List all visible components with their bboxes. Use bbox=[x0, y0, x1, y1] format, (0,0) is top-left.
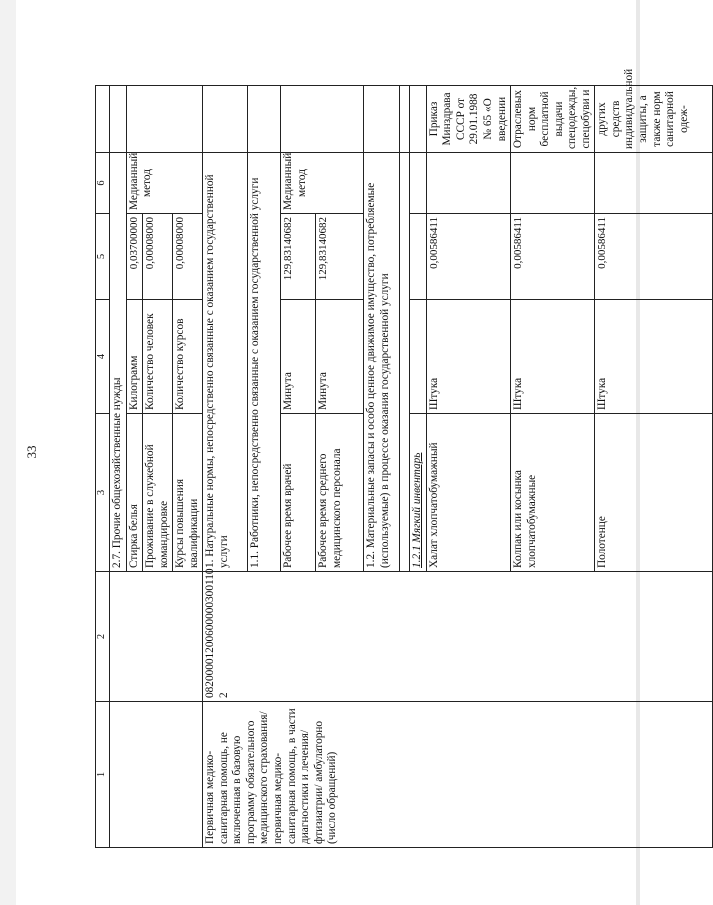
row-value: 0,00586411 bbox=[511, 214, 595, 300]
section-heading-workers: 1.1. Работники, непосредственно связанные с оказанием государственной услуги bbox=[248, 153, 281, 572]
row-unit: Штука bbox=[595, 300, 713, 414]
col-header-2: 2 bbox=[96, 572, 110, 702]
table-row bbox=[110, 86, 127, 848]
spacer-row bbox=[400, 153, 410, 572]
col-header-4: 4 bbox=[96, 300, 110, 414]
row-name: Колпак или косынка хлопчатобумажные bbox=[511, 414, 595, 572]
row-method bbox=[426, 153, 510, 214]
page-number: 33 bbox=[24, 445, 39, 459]
extra-cell bbox=[248, 86, 281, 153]
row-note: других средств индивидуальной защиты, а также норм санитарной одеж- bbox=[595, 86, 713, 153]
row-value: 0,00008000 bbox=[143, 214, 173, 300]
empty-cell bbox=[410, 214, 427, 300]
col-header-extra bbox=[96, 86, 110, 153]
row-name: Проживание в служебной командировке bbox=[143, 414, 173, 572]
row-method bbox=[511, 153, 595, 214]
row-value: 0,03700000 bbox=[126, 214, 143, 300]
col-header-5: 5 bbox=[96, 214, 110, 300]
row-value: 0,00008000 bbox=[173, 214, 203, 300]
row-note: Отраслевых норм бесплатной выдачи спецодежды, спецобуви и bbox=[511, 86, 595, 153]
row-name: Стирка белья bbox=[126, 414, 143, 572]
row-unit: Минута bbox=[316, 300, 364, 414]
extra-cell bbox=[281, 86, 364, 153]
row-unit: Килограмм bbox=[126, 300, 143, 414]
row-unit: Количество курсов bbox=[173, 300, 203, 414]
row-name: Рабочее время врачей bbox=[281, 414, 316, 572]
row-method: Медианный метод bbox=[281, 153, 364, 214]
col-header-3: 3 bbox=[96, 414, 110, 572]
section-heading-soft: 1.2.1 Мягкий инвентарь bbox=[410, 414, 427, 572]
section-heading-materials: 1.2. Материальные запасы и особо ценное движимое имущество, потребляемые (используемые) в процессе оказания государственной услуги bbox=[364, 153, 400, 572]
rotated-table-container bbox=[95, 68, 690, 848]
row-name: Курсы повышения квалификации bbox=[173, 414, 203, 572]
row-unit: Штука bbox=[426, 300, 510, 414]
empty-cell bbox=[410, 300, 427, 414]
row-name: Полотенце bbox=[595, 414, 713, 572]
norms-table bbox=[95, 68, 713, 848]
table-row bbox=[203, 86, 248, 848]
header-row bbox=[96, 86, 110, 848]
row-value: 129,83140682 bbox=[316, 214, 364, 300]
row-value: 0,00586411 bbox=[426, 214, 510, 300]
row-note: Приказ Минздрава СССР от 29.01.1988 № 65 «О введении bbox=[426, 86, 510, 153]
col-header-6: 6 bbox=[96, 153, 110, 214]
extra-cell bbox=[203, 86, 248, 153]
row-value: 129,83140682 bbox=[281, 214, 316, 300]
row-unit: Количество человек bbox=[143, 300, 173, 414]
row-unit: Штука bbox=[511, 300, 595, 414]
extra-cell bbox=[110, 86, 127, 153]
row-method: Медианный метод bbox=[126, 153, 203, 214]
row-name: Халат хлопчатобумажный bbox=[426, 414, 510, 572]
empty-cell bbox=[410, 153, 427, 214]
extra-cell bbox=[400, 86, 410, 153]
scan-edge-left bbox=[0, 0, 16, 905]
row-value: 0,00586411 bbox=[595, 214, 713, 300]
service-name: Первичная медико-санитарная помощь, не включенная в базовую программу обязательного медицинского страхования/первичная медико-санитарная помощь, в части диагностики и лечения/фтизиатрии/ амбулаторно (число обращений) bbox=[203, 702, 713, 848]
section-heading-other: 2.7. Прочие общехозяйственные нужды bbox=[110, 153, 127, 572]
empty-cell bbox=[410, 86, 427, 153]
col-header-1: 1 bbox=[96, 702, 110, 848]
service-code-top-cell bbox=[110, 572, 203, 702]
extra-cell bbox=[126, 86, 203, 153]
extra-cell bbox=[364, 86, 400, 153]
row-unit: Минута bbox=[281, 300, 316, 414]
row-method bbox=[595, 153, 713, 214]
section-heading-natural: 1. Натуральные нормы, непосредственно связанные с оказанием государственной услуги bbox=[203, 153, 248, 572]
row-name: Рабочее время среднего медицинского персонала bbox=[316, 414, 364, 572]
service-code: 08200001200600000300110 2 bbox=[203, 572, 713, 702]
service-name-top-cell bbox=[110, 702, 203, 848]
